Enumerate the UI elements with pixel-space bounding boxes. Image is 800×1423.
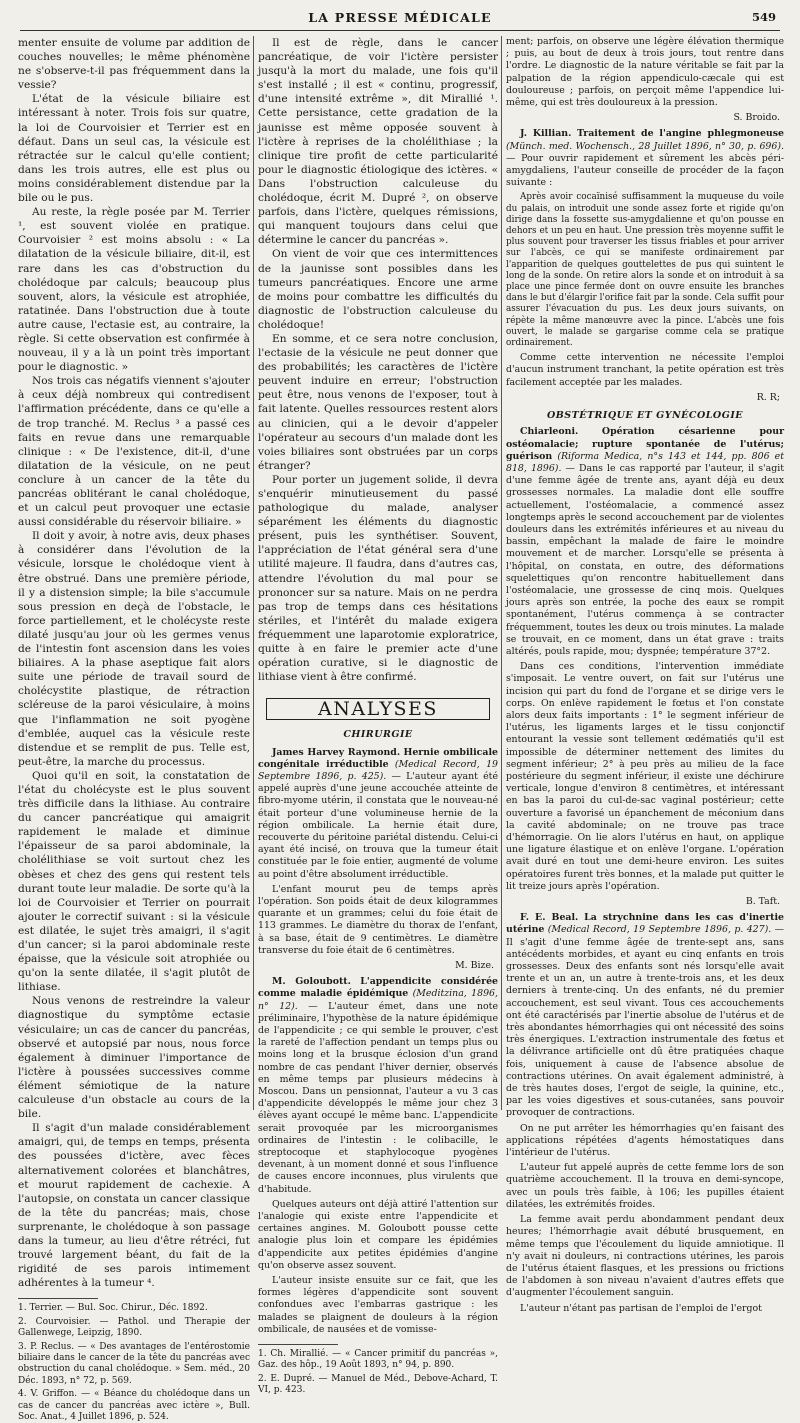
analysis-author: M. Goloubott. xyxy=(272,976,351,988)
page-number: 549 xyxy=(751,10,776,24)
column-divider xyxy=(501,36,502,1110)
paragraph: On vient de voir que ces intermittences de la jaunisse sont possibles dans les tumeurs pancréatiques. Encore une arme de moins pour combattre les difficultés du diagnostic de l'obstruction calculeuse du cholédoque! xyxy=(258,248,498,331)
column-divider xyxy=(253,36,254,1110)
analysis-title: Opération césarienne pour ostéomalacie; rupture spontanée de l'utérus; guérison xyxy=(506,426,785,462)
footnotes xyxy=(18,1303,250,1423)
footnotes xyxy=(258,1349,498,1397)
analysis-author: James Harvey Raymond. xyxy=(272,746,401,758)
paragraph: Il s'agit d'un malade considérablement amaigri, qui, de temps en temps, présenta des poussées d'ictère, avec fèces alternativement colorées et blanchâtres, et mourut rapidement de cachexie. A l'autopsie, on constata un cancer classique de la tête du pancréas; mais, chose surprenante, le cholédoque à son passage dans la tumeur, au lieu d'être rétréci, fut trouvé largement béant, du fait de la rigidité de ses parois intimement adhérentes à la tumeur ⁴. xyxy=(18,1122,250,1290)
analysis-title: La strychnine dans les cas d'inertie utérine xyxy=(506,912,784,936)
paragraph: Pour porter un jugement solide, il devra s'enquérir minutieusement du passé pathologique du malade, analyser séparément les éléments du diagnostic présent, puis les synthétiser. Souvent, l'appréciation de l'état général sera d'une utilité majeure. Il faudra, dans d'autres cas, attendre l'évolution du mal pour se prononcer sur sa nature. Mais on ne perdra pas trop de temps dans ces hésitations stériles, et l'intérêt du malade exigera fréquemment une laparotomie exploratrice, quitte à en faire le premier acte d'une opération curative, si le diagnostic de lithiase vient à être confirmé. xyxy=(258,473,498,684)
paragraph: L'état de la vésicule biliaire est intéressant à noter. Trois fois sur quatre, la loi de Courvoisier et Terrier est en défaut. Dans un seul cas, la vésicule est rétractée sur le calcul qu'elle contient; dans les trois autres, elle est plus ou moins considérablement distendue par la bile ou le pus. xyxy=(18,93,250,205)
analysis-reference: (Medical Record, 19 Septembre 1896, p. 425). xyxy=(258,758,498,782)
paragraph: Quoi qu'il en soit, la constatation de l'état du cholécyste est le plus souvent très difficile dans la lithiase. Au contraire du cancer pancréatique qui amaigrit rapidement le malade et diminue l'épaisseur de sa paroi abdominale, la cholélithiase se voit surtout chez les obèses et chez des gens qui restent tels durant toute leur maladie. De sorte qu'à la loi de Courvoisier et Terrier on pourrait ajouter le correctif suivant : si la vésicule est dilatée, le sujet très amaigri, il s'agit d'un cancer; si la paroi abdominale reste épaisse, que la vésicule soit atrophiée ou qu'on la sente dilatée, il s'agit plutôt de lithiase. xyxy=(18,769,250,994)
footnote-divider xyxy=(258,1344,338,1345)
footnote: 2. Courvoisier. — Pathol. und Therapie der Gallenwege, Leipzig, 1890. xyxy=(18,1316,250,1339)
analysis-title: L'appendicite considérée comme maladie épidémique xyxy=(258,976,499,1000)
analysis-signature: R. R; xyxy=(756,391,780,403)
analysis-title: Hernie ombilicale congénitale irréductible xyxy=(258,746,498,770)
footnote: 4. V. Griffon. — « Béance du cholédoque dans un cas de cancer du pancréas avec ictère », Bull. Soc. Anat., 4 Juillet 1896, p. 524. xyxy=(18,1389,250,1422)
analysis-signature: S. Broido. xyxy=(733,112,780,124)
analysis-title: Traitement de l'angine phlegmoneuse xyxy=(576,128,784,140)
analysis-text: — L'auteur ayant été appelé auprès d'une jeune accouchée atteinte de fibro-myome utérin, il constata que le nouveau-né était porteur d'une volumineuse hernie de la région ombilicale. La hernie était dure, recouverte du péritoine pariétal distendu. Celui-ci ayant été incisé, on trouva que la tumeur était constituée par le foie entier, augmenté de volume au point d'être absolument irréductible. xyxy=(258,770,499,880)
analysis-text: — Dans le cas rapporté par l'auteur, il s'agit d'une femme âgée de trente ans, ayant déjà eu deux grossesses normales. La maladie dont elle souffre actuellement, l'ostéomalacie, a commencé assez longtemps après le second accouchement par de violentes douleurs dans les extrémités inférieures et au niveau du bassin, empêchant la malade de faire le moindre mouvement et de marcher. Lorsqu'elle se présenta à l'hôpital, on constata, en outre, des déformations squelettiques qu'on rencontre habituellement dans l'ostéomalacie, une grossesse de cinq mois. Quelques jours après son entrée, la poche des eaux se rompit spontanément, l'utérus commença à se contracter fréquemment, toutes les deux ou trois minutes. La malade se trouvait, en ce moment, dans un état grave : traits altérés, pouls rapide, mou; dyspnée; température 37°2. xyxy=(506,462,784,657)
analysis-text: L'enfant mourut peu de temps après l'opération. Son poids était de deux kilogrammes quarante et un grammes; celui du foie était de 113 grammes. Le diamètre du thorax de l'enfant, à sa base, était de 9 centimètres. Le diamètre transverse du foie était de 6 centimètres. xyxy=(258,883,498,956)
analysis-reference: (Meditzina, 1896, n° 12). xyxy=(258,988,498,1012)
paragraph: En somme, et ce sera notre conclusion, l'ectasie de la vésicule ne peut donner que des probabilités; les caractères de l'ictère peuvent induire en erreur; l'obstruction peut être, nous venons de l'exposer, tout à fait latente. Quelles ressources restent alors au clinicien, qui a le devoir d'appeler l'opérateur au secours d'un malade dont les voies biliaires sont obstruées par un corps étranger? xyxy=(258,332,498,472)
analysis-reference: (Medical Record, 19 Septembre 1896, p. 427). xyxy=(547,924,772,936)
section-heading-chirurgie: CHIRURGIE xyxy=(343,729,413,741)
footnote: 2. E. Dupré. — Manuel de Méd., Debove-Achard, T. VI, p. 423. xyxy=(258,1373,498,1396)
paragraph: menter ensuite de volume par addition de couches nouvelles; le même phénomène ne s'observe-t-il pas fréquemment dans la vessie? xyxy=(18,37,250,92)
analysis-author: F. E. Beal. xyxy=(520,912,579,924)
analysis-text: — Il s'agit d'une femme âgée de trente-sept ans, sans antécédents morbides, et ayant eu cinq enfants en trois grossesses. Deux des enfants sont nés lorsqu'elle avait trente et un an, un autre à trente-trois ans, et les deux derniers à trente-cinq. Un des enfants, né du premier accouchement, est seul vivant. Tous ces accouchements ont été caractérisés par l'inertie absolue de l'utérus et de très abondantes hémorrhagies qui ont nécessité des soins très énergiques. L'extraction instrumentale des fœtus et la délivrance artificielle ont dû être pratiquées chaque fois, uniquement à cause de l'absence absolue de contractions utérines. On avait également administré, à de très hautes doses, l'ergot de seigle, la quinine, etc., par les voies digestives et sous-cutanées, sans pouvoir provoquer de contractions. xyxy=(506,924,784,1119)
analysis-author: Chiarleoni. xyxy=(520,426,579,438)
analysis-reference: (Münch. med. Wochensch., 28 Juillet 1896, n° 30, p. 696). xyxy=(506,140,784,152)
analysis-text: La femme avait perdu abondamment pendant deux heures; l'hémorrhagie avait débuté brusquement, en même temps que l'écoulement du liquide amniotique. Il n'y avait ni douleurs, ni contractions utérines, les parois de l'utérus étaient flasques, et les pressions ou frictions de l'abdomen à son niveau n'avaient d'autres effets que d'augmenter l'écoulement sanguin. xyxy=(506,1214,784,1299)
analysis-text: Dans ces conditions, l'intervention immédiate s'imposait. Le ventre ouvert, on fait sur l'utérus une incision qui part du fond de l'organe et se dirige vers le corps. On enlève rapidement le fœtus et l'on constate alors deux faits importants : 1° le segment inférieur de l'utérus, les ligaments larges et le tissu conjonctif entourant la vessie sont tellement œdématiés qu'il est impossible de déterminer nettement des limites du segment inférieur; 2° à peu près au milieu de la face postérieure du segment inférieur, il existe une déchirure verticale, longue d'environ 8 centimètres, et intéressant en bas la paroi du cul-de-sac vaginal postérieur; cette ouverture a favorisé un épanchement de méconium dans la cavité abdominale; on ne trouve pas trace d'hémorragie. On lie alors l'utérus en haut, on applique une ligature élastique et on enlève l'organe. L'opération avait duré en tout une demi-heure environ. Les suites opératoires furent très bonnes, et la malade put quitter le lit treize jours après l'opération. xyxy=(506,661,784,892)
analysis-reference: (Riforma Medica, n°s 143 et 144, pp. 806 et 818, 1896). xyxy=(506,450,784,474)
paragraph: Il doit y avoir, à notre avis, deux phases à considérer dans l'évolution de la vésicule, lorsque le cholédoque vient à être obstrué. Dans une première période, il y a distension simple; la bile s'accumule sous pression en deçà de l'obstacle, le force partiellement, et le cholécyste reste dilaté jusqu'au jour où les germes venus de l'intestin font ascension dans les voies biliaires. A la phase aseptique fait alors suite une période de travail sourd de cholécystite plastique, de rétraction scléreuse de la paroi vésiculaire, à moins que l'inflammation ne soit pyogène d'emblée, auquel cas la vésicule reste distendue et se remplit de pus. Telle est, peut-être, la marche du processus. xyxy=(18,530,250,768)
column-1 xyxy=(18,36,250,1422)
analysis-text: On ne put arrêter les hémorrhagies qu'en faisant des applications répétées d'agents hémostatiques dans l'intérieur de l'utérus. xyxy=(506,1122,784,1159)
footnote-divider xyxy=(18,1298,98,1299)
analysis-goloubott xyxy=(258,976,498,1336)
analysis-text: ment; parfois, on observe une légère élévation thermique ; puis, au bout de deux à trois jours, tout rentre dans l'ordre. Le diagnostic de la nature véritable se fait par la palpation de la région appendiculo-cæcale qui est douloureuse ; parfois, on perçoit même l'appendice lui-même, qui est très douloureux à la pression. xyxy=(506,36,784,109)
analysis-text: L'auteur insiste ensuite sur ce fait, que les formes légères d'appendicite sont souvent confondues avec l'embarras gastrique : les malades se plaignent de douleurs à la région ombilicale, de nausées et de vomisse- xyxy=(258,1275,498,1335)
analysis-text: — Pour ouvrir rapidement et sûrement les abcès péri-amygdaliens, l'auteur conseille de procéder de la façon suivante : xyxy=(506,152,784,189)
analysis-text: Quelques auteurs ont déjà attiré l'attention sur l'analogie qui existe entre l'appendicite et certaines angines. M. Goloubott pousse cette analogie plus loin et compare les épidémies d'appendicite aux petites épidémies d'angine qu'on observe assez souvent. xyxy=(258,1198,498,1271)
analysis-text: Après avoir cocaïnisé suffisamment la muqueuse du voile du palais, on introduit une sonde assez forte et rigide qu'on dirige dans la fossette sus-amygdalienne et qu'on pousse en dehors et un peu en haut. Une pression très moyenne suffit le plus souvent pour traverser les tissus friables et pour arriver sur l'abcès, ce qui se manifeste ordinairement par l'apparition de quelques gouttelettes de pus qui suintent le long de la sonde. On retire alors la sonde et on introduit à sa place une pince fermée dont on ouvre ensuite les branches dans le but d'élargir l'orifice fait par la sonde. Cela suffit pour assurer l'évacuation du pus. Les deux jours suivants, on répète la même manœuvre avec la pince. L'abcès une fois ouvert, le malade se gargarise comme cela se pratique ordinairement. xyxy=(506,192,784,349)
paragraph: Nos trois cas négatifs viennent s'ajouter à ceux déjà nombreux qui contredisent l'affirmation précédente, dans ce qu'elle a de trop tranché. M. Reclus ³ a passé ces faits en revue dans une remarquable clinique : « De l'existence, dit-il, d'une dilatation de la vésicule, on ne peut conclure à un cancer de la tête du pancréas oblitérant le canal cholédoque, et un calcul peut provoquer une ectasie aussi considérable du réservoir biliaire. » xyxy=(18,375,250,529)
footnote: 3. P. Reclus. — « Des avantages de l'entérostomie biliaire dans le cancer de la tête du pancréas avec obstruction du canal cholédoque. » Sem. méd., 20 Déc. 1893, n° 72, p. 569. xyxy=(18,1341,250,1386)
page-header xyxy=(20,8,780,31)
footnote: 1. Terrier. — Bul. Soc. Chirur., Déc. 1892. xyxy=(18,1303,208,1314)
paragraph: Il est de règle, dans le cancer pancréatique, de voir l'ictère persister jusqu'à la mort du malade, une fois qu'il s'est installé ; il est « continu, progressif, d'une intensité extrême », dit Mirallié ¹. Cette persistance, cette gradation de la jaunisse est même opposée souvent à l'ictère à reprises de la cholélithiase ; la clinique tire profit de cette particularité pour le diagnostic étiologique des ictères. « Dans l'obstruction calculeuse du cholédoque, écrit M. Dupré ², on observe parfois, dans l'ictère, quelques rémissions, qui manquent toujours dans celui que détermine le cancer du pancréas ». xyxy=(258,37,498,247)
journal-title: LA PRESSE MÉDICALE xyxy=(308,10,492,25)
analysis-text: L'auteur fut appelé auprès de cette femme lors de son quatrième accouchement. Il la trouva en demi-syncope, avec un pouls très faible, à 106; les pupilles étaient dilatées, les extrémités froides. xyxy=(506,1162,784,1210)
analysis-text: — L'auteur émet, dans une note préliminaire, l'hypothèse de la nature épidémique de l'appendicite ; ce qui semble le prouver, c'est la rareté de l'affection pendant un temps plus ou moins long et la brusque éclosion d'un grand nombre de cas pendant l'hiver dernier, observés en même temps par plusieurs médecins à Moscou. Dans un pensionnat, l'auteur a vu 3 cas d'appendicite développés le même jour chez 3 élèves ayant occupé le même banc. L'appendicite serait provoquée par les microorganismes ordinaires de l'intestin : le colibacille, le streptocoque et staphylocoque pyogènes devenant, à un moment donné et sous l'influence de causes encore inconnues, plus virulents que d'habitude. xyxy=(258,1000,498,1195)
paragraph: Nous venons de restreindre la valeur diagnostique du symptôme ectasie vésiculaire; un cas de cancer du pancréas, observé et autopsié par nous, nous force également à diminuer l'importance de l'ictère à poussées successives comme élément sémiotique de la nature calculeuse d'un obstacle au cours de la bile. xyxy=(18,995,250,1121)
analysis-text: Comme cette intervention ne nécessite l'emploi d'aucun instrument tranchant, la petite opération est très facilement acceptée par les malades. xyxy=(506,352,784,388)
analysis-author: J. Killian. xyxy=(520,128,572,140)
analysis-raymond xyxy=(258,747,498,973)
paragraph: Au reste, la règle posée par M. Terrier ¹, est souvent violée en pratique. Courvoisier ² est moins absolu : « La dilatation de la vésicule biliaire, dit-il, est rare dans les cas d'obstruction du cholédoque par calculs; beaucoup plus souvent, alors, la vésicule est atrophiée, ratatinée. Dans l'obstruction due à toute autre cause, l'ectasie est, au contraire, la règle. Si cette observation est confirmée à nouveau, il y a là un point très important pour le diagnostic. » xyxy=(18,206,250,374)
analysis-signature: B. Taft. xyxy=(745,896,780,908)
footnote: 1. Ch. Mirallié. — « Cancer primitif du pancréas », Gaz. des hôp., 19 Août 1893, n° 94, p. 890. xyxy=(258,1349,498,1371)
analysis-text: L'auteur n'étant pas partisan de l'emploi de l'ergot xyxy=(520,1302,762,1314)
analyses-heading: ANALYSES xyxy=(266,698,490,720)
column-3 xyxy=(506,36,785,1314)
column-2 xyxy=(258,36,499,1396)
analysis-signature: M. Bize. xyxy=(455,959,494,971)
section-heading-obstetrique: OBSTÉTRIQUE ET GYNÉCOLOGIE xyxy=(546,410,744,422)
